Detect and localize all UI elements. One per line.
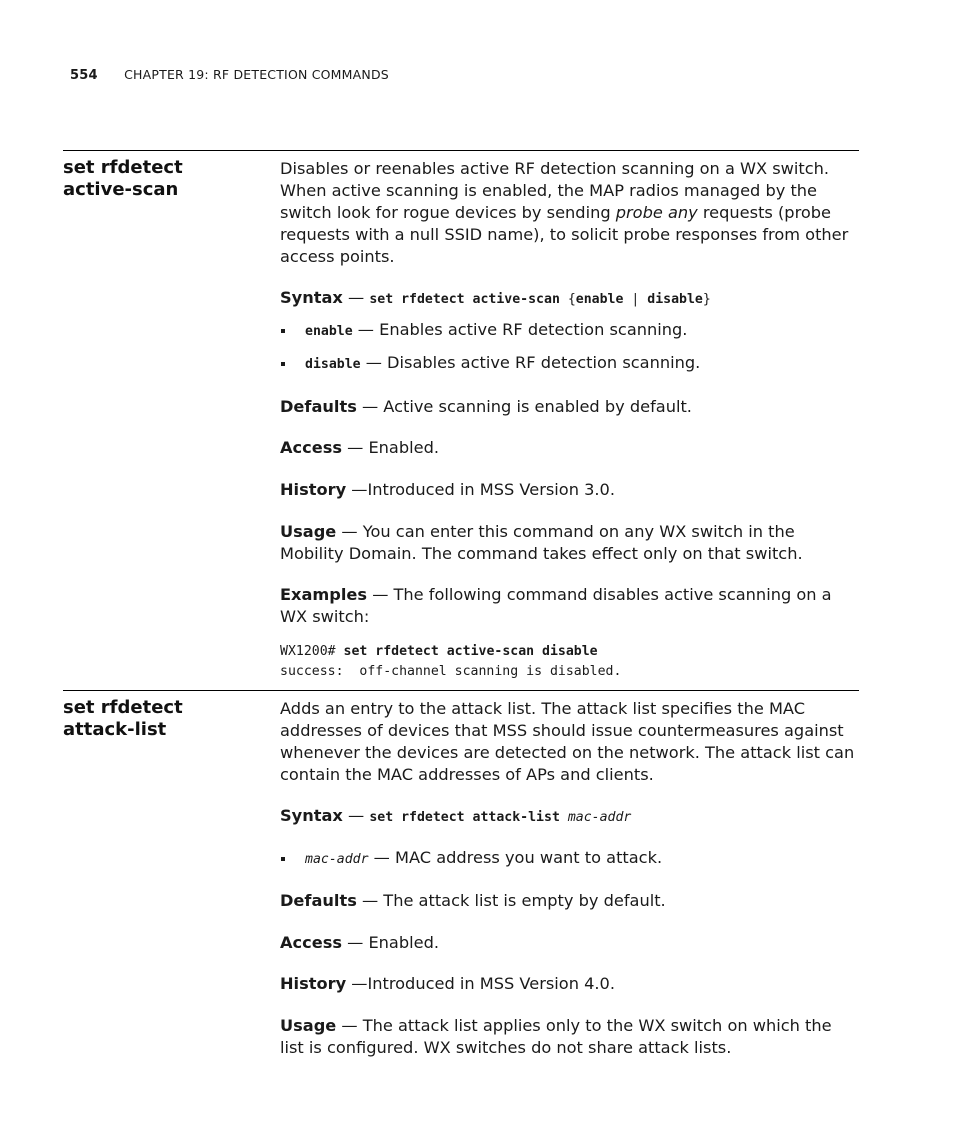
access-text: — Enabled. (341, 438, 440, 457)
code-prompt: WX1200# (280, 644, 344, 659)
syntax-command: set rfdetect attack-list (369, 810, 560, 825)
history-label: History (280, 974, 347, 993)
defaults-label: Defaults (280, 397, 357, 416)
defaults-label: Defaults (280, 891, 357, 910)
usage-label: Usage (280, 1016, 337, 1035)
examples-text: — The following command disables active scanning on a WX switch: (280, 585, 832, 626)
defaults-line (280, 396, 860, 418)
examples-line (280, 584, 860, 628)
syntax-brace: } (702, 292, 711, 307)
command-title-line2: attack-list (63, 719, 167, 740)
section-divider (63, 690, 859, 691)
parameter-term: disable (305, 357, 361, 372)
parameter-text: — Disables active RF detection scanning. (360, 353, 701, 372)
parameter-text: — MAC address you want to attack. (368, 848, 663, 867)
parameter-bullet (280, 352, 860, 376)
section-divider (63, 150, 859, 151)
syntax-label: Syntax (280, 288, 343, 307)
usage-line (280, 1015, 860, 1059)
page-number: 554 (70, 68, 98, 83)
description-text: Disables or reenables active RF detection scanning on a WX switch. When active scanning is enabled, the MAP radios managed by the switch look for rogue devices by sending (280, 159, 830, 222)
syntax-line (280, 805, 860, 829)
access-label: Access (280, 933, 342, 952)
description-text: requests (probe requests with a null SSID name), to solicit probe responses from other access points. (280, 203, 849, 266)
defaults-text: — The attack list is empty by default. (356, 891, 666, 910)
access-line (280, 437, 860, 459)
description-emphasis: probe any (615, 203, 698, 222)
dash: — (342, 288, 370, 307)
syntax-option: enable (575, 292, 624, 307)
command-title-line2: active-scan (63, 179, 179, 200)
history-line (280, 479, 860, 501)
access-label: Access (280, 438, 342, 457)
command-body-attack-list (280, 698, 860, 1059)
usage-label: Usage (280, 522, 337, 541)
history-line (280, 973, 860, 995)
usage-text: — You can enter this command on any WX switch in the Mobility Domain. The command takes effect only on that switch. (280, 522, 803, 563)
code-command: set rfdetect active-scan disable (343, 644, 598, 659)
syntax-separator: | (623, 292, 648, 307)
history-text: —Introduced in MSS Version 3.0. (346, 480, 615, 499)
syntax-label: Syntax (280, 806, 343, 825)
parameter-term: mac-addr (305, 852, 369, 867)
usage-text: — The attack list applies only to the WX switch on which the list is configured. WX switches do not share attack lists. (280, 1016, 832, 1057)
command-description (280, 158, 860, 268)
parameter-term: enable (305, 324, 353, 339)
history-text: —Introduced in MSS Version 4.0. (346, 974, 615, 993)
command-title-line1: set rfdetect (63, 157, 183, 178)
chapter-title: CHAPTER 19: RF DETECTION COMMANDS (124, 67, 389, 82)
command-body-active-scan (280, 158, 860, 682)
access-line (280, 932, 860, 954)
usage-line (280, 521, 860, 565)
syntax-brace: { (559, 292, 576, 307)
code-line (280, 640, 860, 662)
examples-label: Examples (280, 585, 368, 604)
syntax-argument: mac-addr (559, 810, 632, 825)
code-example (280, 640, 860, 682)
parameter-text: — Enables active RF detection scanning. (352, 320, 688, 339)
command-title-attack-list (63, 697, 263, 741)
syntax-command: set rfdetect active-scan (369, 292, 560, 307)
dash: — (342, 806, 370, 825)
history-label: History (280, 480, 347, 499)
command-title-line1: set rfdetect (63, 697, 183, 718)
page-header (70, 67, 389, 83)
syntax-line (280, 287, 860, 311)
command-title-active-scan (63, 157, 263, 201)
syntax-option: disable (647, 292, 703, 307)
command-description: Adds an entry to the attack list. The attack list specifies the MAC addresses of devices that MSS should issue countermeasures against whenever the devices are detected on the network. The attack list can contain the MAC addresses of APs and clients. (280, 699, 855, 784)
parameter-bullet (280, 847, 860, 871)
access-text: — Enabled. (341, 933, 440, 952)
defaults-line (280, 890, 860, 912)
defaults-text: — Active scanning is enabled by default. (356, 397, 692, 416)
parameter-bullet (280, 319, 860, 343)
code-output: success: off-channel scanning is disabled. (280, 664, 622, 679)
